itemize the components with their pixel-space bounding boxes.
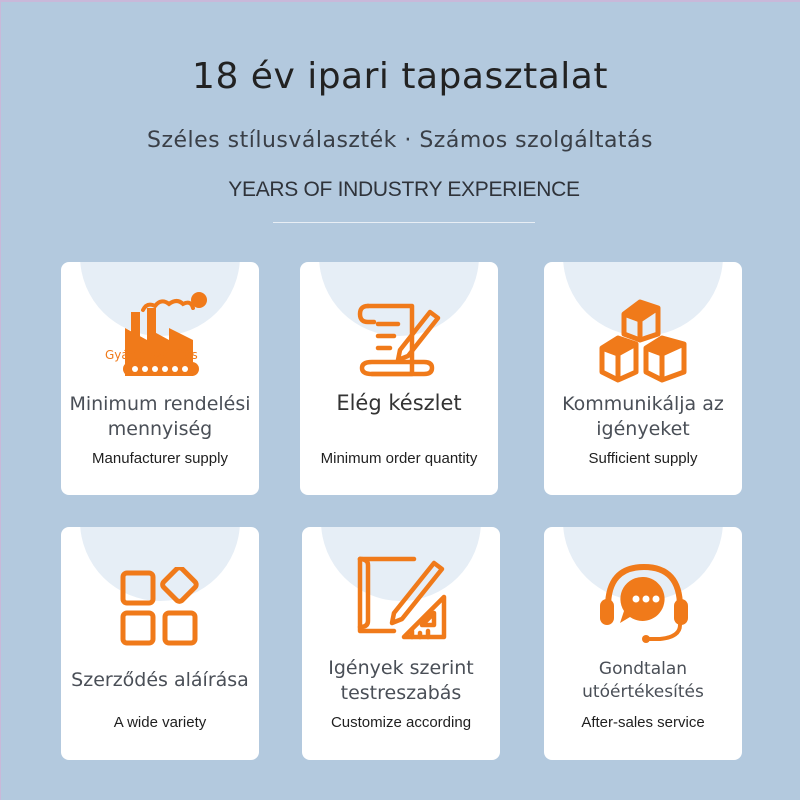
english-tagline-clip bbox=[212, 176, 596, 196]
blueprint-ruler-icon bbox=[354, 551, 448, 643]
card-label: Gondtalan utóértékesítés bbox=[582, 659, 704, 702]
feature-card-4 bbox=[61, 527, 259, 760]
card-label: Minimum rendelési mennyiség bbox=[69, 393, 251, 440]
feature-card-5 bbox=[302, 527, 500, 760]
page-title: 18 év ipari tapasztalat bbox=[192, 56, 608, 97]
feature-card-1 bbox=[61, 262, 259, 495]
card-sub: Sufficient supply bbox=[588, 450, 698, 467]
scroll-pen-icon bbox=[354, 298, 446, 384]
grid-apps-icon bbox=[119, 567, 201, 649]
card-sub: A wide variety bbox=[113, 714, 207, 731]
card-label: Szerződés aláírása bbox=[71, 669, 249, 691]
overlay-caption: Gyártó szállítás bbox=[105, 348, 198, 362]
feature-card-2 bbox=[300, 262, 498, 495]
page-subtitle: Széles stílusválaszték · Számos szolgáltatás bbox=[146, 128, 653, 153]
english-tagline: YEARS OF INDUSTRY EXPERIENCE bbox=[228, 178, 580, 196]
feature-card-6 bbox=[544, 527, 742, 760]
feature-card-3 bbox=[544, 262, 742, 495]
card-label: Kommunikálja az igényeket bbox=[562, 393, 724, 440]
card-label: Igények szerint testreszabás bbox=[328, 657, 474, 704]
card-sub: Minimum order quantity bbox=[320, 450, 478, 467]
card-sub: Customize according bbox=[330, 714, 472, 731]
card-sub: After-sales service bbox=[581, 714, 705, 731]
card-sub: Manufacturer supply bbox=[92, 450, 228, 467]
boxes-icon bbox=[596, 298, 692, 388]
headset-chat-icon bbox=[594, 563, 694, 647]
card-label: Elég készlet bbox=[336, 391, 462, 415]
header-divider bbox=[273, 222, 535, 223]
factory-icon bbox=[113, 288, 209, 384]
